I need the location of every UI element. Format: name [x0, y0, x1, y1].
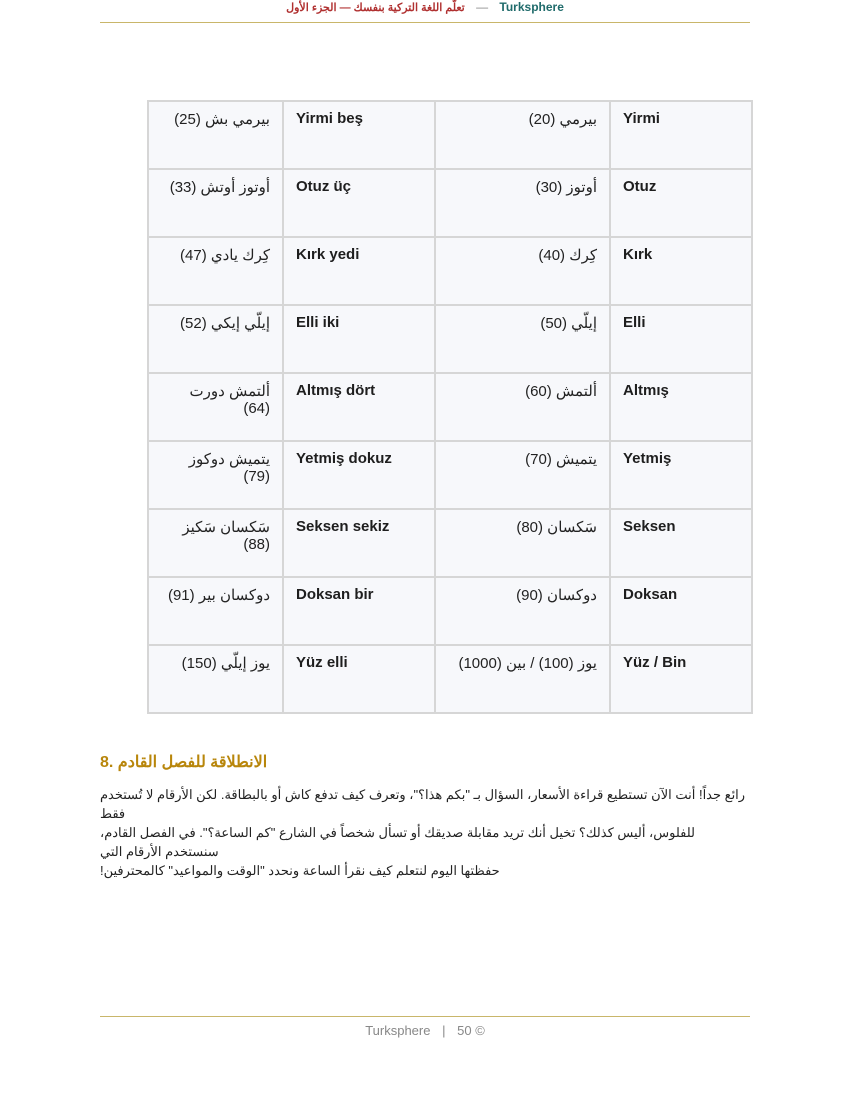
turkish-number-cell: Otuz [610, 169, 752, 237]
arabic-reading-cell: يوز إيلّي (150) [148, 645, 283, 713]
table-row [148, 645, 752, 713]
table-row [148, 577, 752, 645]
turkish-number-cell: Yirmi beş [283, 101, 435, 169]
arabic-reading-cell: يتميش (70) [435, 441, 610, 509]
header-brand: Turksphere [499, 0, 564, 14]
arabic-reading-cell: يتميش دوكوز (79) [148, 441, 283, 509]
turkish-number-cell: Seksen [610, 509, 752, 577]
arabic-reading-cell: دوكسان (90) [435, 577, 610, 645]
arabic-reading-cell: أوتوز (30) [435, 169, 610, 237]
arabic-reading-cell: إيلّي (50) [435, 305, 610, 373]
table-row [148, 237, 752, 305]
table-row [148, 305, 752, 373]
turkish-number-cell: Elli iki [283, 305, 435, 373]
turkish-number-cell: Doksan [610, 577, 752, 645]
turkish-number-cell: Otuz üç [283, 169, 435, 237]
arabic-reading-cell: بيرمي (20) [435, 101, 610, 169]
section-heading [100, 752, 267, 772]
page-number: 50 © [457, 1023, 485, 1038]
section-number: 8. [100, 754, 114, 771]
arabic-reading-cell: يوز (100) / بين (1000) [435, 645, 610, 713]
turkish-number-cell: Kırk yedi [283, 237, 435, 305]
arabic-reading-cell: كِرك يادي (47) [148, 237, 283, 305]
page-header [100, 0, 750, 23]
arabic-reading-cell: إيلّي إيكي (52) [148, 305, 283, 373]
table-row [148, 169, 752, 237]
footer-divider: | [442, 1023, 446, 1038]
turkish-number-cell: Altmış [610, 373, 752, 441]
numbers-table [147, 100, 753, 714]
paragraph-line-3: حفظتها اليوم لنتعلم كيف نقرأ الساعة ونحدد "الوقت والمواعيد" كالمحترفين! [100, 863, 500, 878]
numbers-table-body [148, 101, 752, 713]
book-title: تعلّم اللغة التركية بنفسك — الجزء الأول [286, 2, 465, 14]
paragraph-line-1: رائع جداً! أنت الآن تستطيع قراءة الأسعار، السؤال بـ "بكم هذا؟"، وتعرف كيف تدفع كاش أو بالبطاقة. لكن الأرقام لا تُستخدم فقط [100, 787, 746, 821]
arabic-reading-cell: ألتمش دورت (64) [148, 373, 283, 441]
turkish-number-cell: Yetmiş dokuz [283, 441, 435, 509]
paragraph-line-2: للفلوس، أليس كذلك؟ تخيل أنك تريد مقابلة صديقك أو تسأل شخصاً في الشارع "كم الساعة؟". في الفصل القادم، سنستخدم الأرقام التي [100, 825, 695, 859]
arabic-reading-cell: سَكسان سَكيز (88) [148, 509, 283, 577]
arabic-reading-cell: كِرك (40) [435, 237, 610, 305]
turkish-number-cell: Seksen sekiz [283, 509, 435, 577]
table-row [148, 101, 752, 169]
arabic-reading-cell: بيرمي بش (25) [148, 101, 283, 169]
turkish-number-cell: Yüz elli [283, 645, 435, 713]
section-title: الانطلاقة للفصل القادم [117, 754, 268, 771]
table-row [148, 441, 752, 509]
arabic-reading-cell: سَكسان (80) [435, 509, 610, 577]
footer-brand: Turksphere [365, 1023, 431, 1038]
header-separator: — [476, 0, 489, 14]
table-row [148, 373, 752, 441]
page-footer [100, 1016, 750, 1038]
turkish-number-cell: Elli [610, 305, 752, 373]
arabic-reading-cell: أوتوز أوتش (33) [148, 169, 283, 237]
arabic-reading-cell: دوكسان بير (91) [148, 577, 283, 645]
turkish-number-cell: Kırk [610, 237, 752, 305]
turkish-number-cell: Yetmiş [610, 441, 752, 509]
intro-paragraph [100, 785, 750, 880]
turkish-number-cell: Yüz / Bin [610, 645, 752, 713]
table-row [148, 509, 752, 577]
turkish-number-cell: Altmış dört [283, 373, 435, 441]
arabic-reading-cell: ألتمش (60) [435, 373, 610, 441]
turkish-number-cell: Yirmi [610, 101, 752, 169]
turkish-number-cell: Doksan bir [283, 577, 435, 645]
